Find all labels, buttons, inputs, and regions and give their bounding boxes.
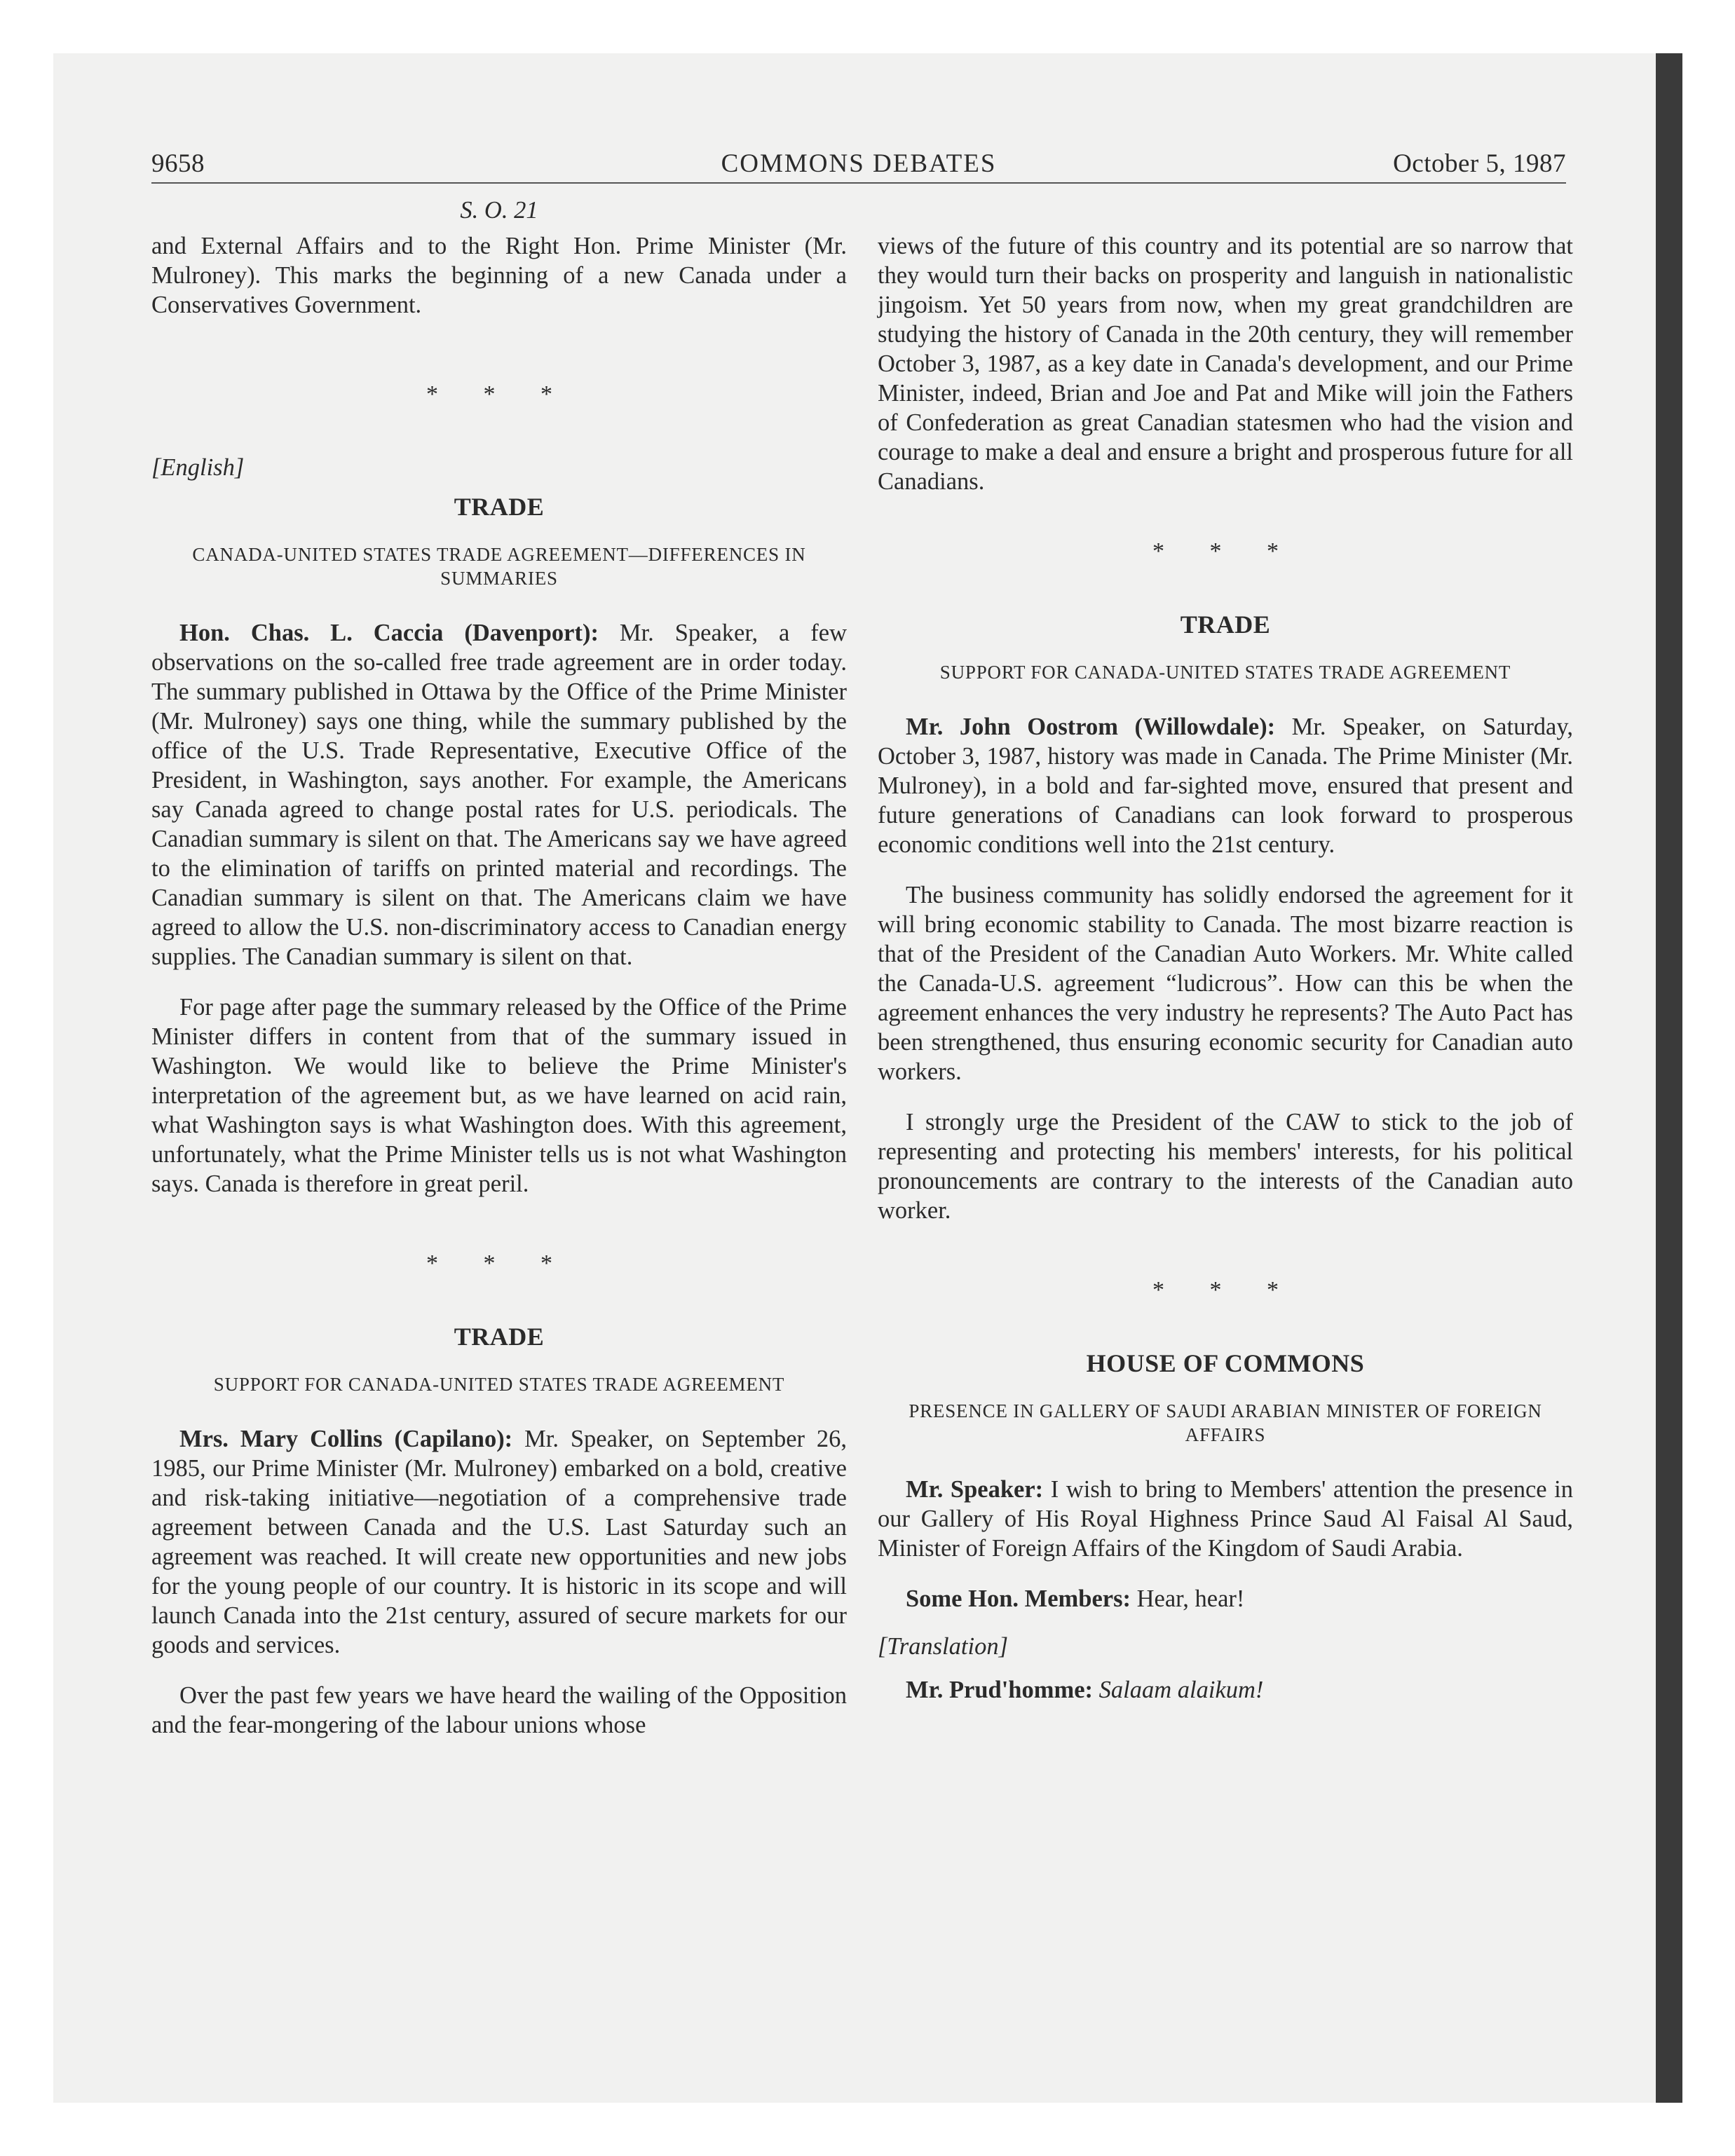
section-subheading: SUPPORT FOR CANADA-UNITED STATES TRADE AGREEMENT — [939, 662, 1511, 683]
section-heading: TRADE — [1180, 610, 1271, 639]
speech-paragraph — [878, 1475, 1573, 1563]
speech-text: Mr. Speaker, on September 26, 1985, our Prime Minister (Mr. Mulroney) embarked on a bold, creative and risk-taking initiative—negotiation of a comprehensive trade agreement between Canada and the U.S. Last Saturday such an agreement was reached. It will create new opportunities and new jobs for the young people of our country. It is historic in its scope and will launch Canada into the 21st century, assured of secure markets for our goods and services. — [151, 1426, 848, 1658]
standing-order-label: S. O. 21 — [460, 197, 538, 224]
speech-paragraph — [878, 712, 1573, 859]
publication-title: COMMONS DEBATES — [721, 149, 997, 178]
section-separator: * * * — [1152, 1277, 1298, 1303]
speech-text: I wish to bring to Members' attention the presence in our Gallery of His Royal Highness Prince Saud Al Faisal Al Saud, Minister of Foreign Affairs of the Kingdom of Saudi Arabia. — [878, 1476, 1574, 1562]
language-marker: [English] — [151, 454, 245, 481]
section-subheading: SUPPORT FOR CANADA-UNITED STATES TRADE AGREEMENT — [213, 1374, 785, 1395]
continued-paragraph: views of the future of this country and its potential are so narrow that they would turn their backs on prosperity and languish in nationalistic jingoism. Yet 50 years from now, when my great grandchildren are studying the history of Canada in the 20th century, they will remember October 3, 1987, as a key date in Canada's development, and our Prime Minister, indeed, Brian and Joe and Pat and Mike will join the Fathers of Confederation as great Canadian statesmen who had the vision and courage to make a deal and ensure a bright and prosperous future for all Canadians. — [878, 233, 1573, 495]
page-number: 9658 — [151, 149, 205, 178]
speech-paragraph — [878, 1675, 1573, 1705]
section-subheading: PRESENCE IN GALLERY OF SAUDI ARABIAN MINISTER OF FOREIGN AFFAIRS — [909, 1400, 1542, 1445]
page-header — [151, 146, 1566, 184]
speaker-name: Mr. Prud'homme: — [906, 1677, 1094, 1703]
speech-text: Salaam alaikum! — [1098, 1677, 1264, 1703]
section-separator: * * * — [1152, 538, 1298, 564]
speech-paragraph: For page after page the summary released by the Office of the Prime Minister differs in content from that of the summary issued in Washington. We would like to believe the Prime Minister's interpretation of the agreement but, as we have learned on acid rain, what Washington says is what Washington does. With this agreement, unfortunately, what the Prime Minister tells us is not what Washington says. Canada is therefore in great peril. — [151, 994, 847, 1197]
speech-paragraph — [151, 618, 847, 971]
page-date: October 5, 1987 — [1393, 149, 1566, 178]
section-separator: * * * — [426, 381, 572, 407]
speaker-name: Mrs. Mary Collins (Capilano): — [179, 1426, 513, 1452]
scan-edge-bar — [1656, 53, 1682, 2103]
section-heading: TRADE — [454, 493, 545, 521]
speaker-name: Hon. Chas. L. Caccia (Davenport): — [179, 620, 599, 646]
section-heading: TRADE — [454, 1323, 545, 1351]
speaker-name: Mr. John Oostrom (Willowdale): — [906, 714, 1276, 740]
speech-paragraph: I strongly urge the President of the CAW to stick to the job of representing and protecting his members' interests, for his political pronouncements are contrary to the interests of the Canadian auto worker. — [878, 1109, 1573, 1224]
speech-text: Mr. Speaker, a few observations on the so-called free trade agreement are in order today. The summary published in Ottawa by the Office of the Prime Minister (Mr. Mulroney) says one thing, while the summary published by the office of the U.S. Trade Representative, Executive Office of the President, in Washington, says another. For example, the Americans say Canada agreed to change postal rates for U.S. periodicals. The Canadian summary is silent on that. The Americans say we have agreed to the elimination of tariffs on printed material and recordings. The Canadian summary is silent on that. The Americans claim we have agreed to allow the U.S. non-discriminatory access to Canadian energy supplies. The Canadian summary is silent on that. — [151, 620, 848, 970]
right-column — [878, 195, 1573, 1705]
speech-paragraph: The business community has solidly endorsed the agreement for it will bring economic stability to Canada. The most bizarre reaction is that of the President of the Canadian Auto Workers. Mr. White called the Canada-U.S. agreement “ludicrous”. How can this be when the agreement enhances the very industry he represents? The Auto Pact has been strengthened, thus ensuring economic security for Canadian auto workers. — [878, 882, 1573, 1085]
speech-paragraph — [878, 1584, 1573, 1613]
section-subheading: CANADA-UNITED STATES TRADE AGREEMENT—DIFFERENCES IN SUMMARIES — [192, 544, 806, 589]
section-separator: * * * — [426, 1250, 572, 1276]
continued-paragraph: and External Affairs and to the Right Hon. Prime Minister (Mr. Mulroney). This marks the beginning of a new Canada under a Conservatives Government. — [151, 233, 847, 318]
speech-paragraph — [151, 1424, 847, 1660]
speech-text: Hear, hear! — [1136, 1585, 1245, 1612]
speaker-name: Mr. Speaker: — [906, 1476, 1044, 1503]
speech-paragraph: Over the past few years we have heard the wailing of the Opposition and the fear-mongering of the labour unions whose — [151, 1682, 847, 1738]
section-heading: HOUSE OF COMMONS — [1086, 1349, 1365, 1377]
speech-text: Mr. Speaker, on Saturday, October 3, 1987, history was made in Canada. The Prime Minister (Mr. Mulroney), in a bold and far-sighted move, ensured that present and future generations of Canadians can look forward to prosperous economic conditions well into the 21st century. — [878, 714, 1574, 858]
language-marker: [Translation] — [878, 1633, 1008, 1660]
left-column — [151, 195, 847, 1740]
speaker-name: Some Hon. Members: — [906, 1585, 1131, 1612]
